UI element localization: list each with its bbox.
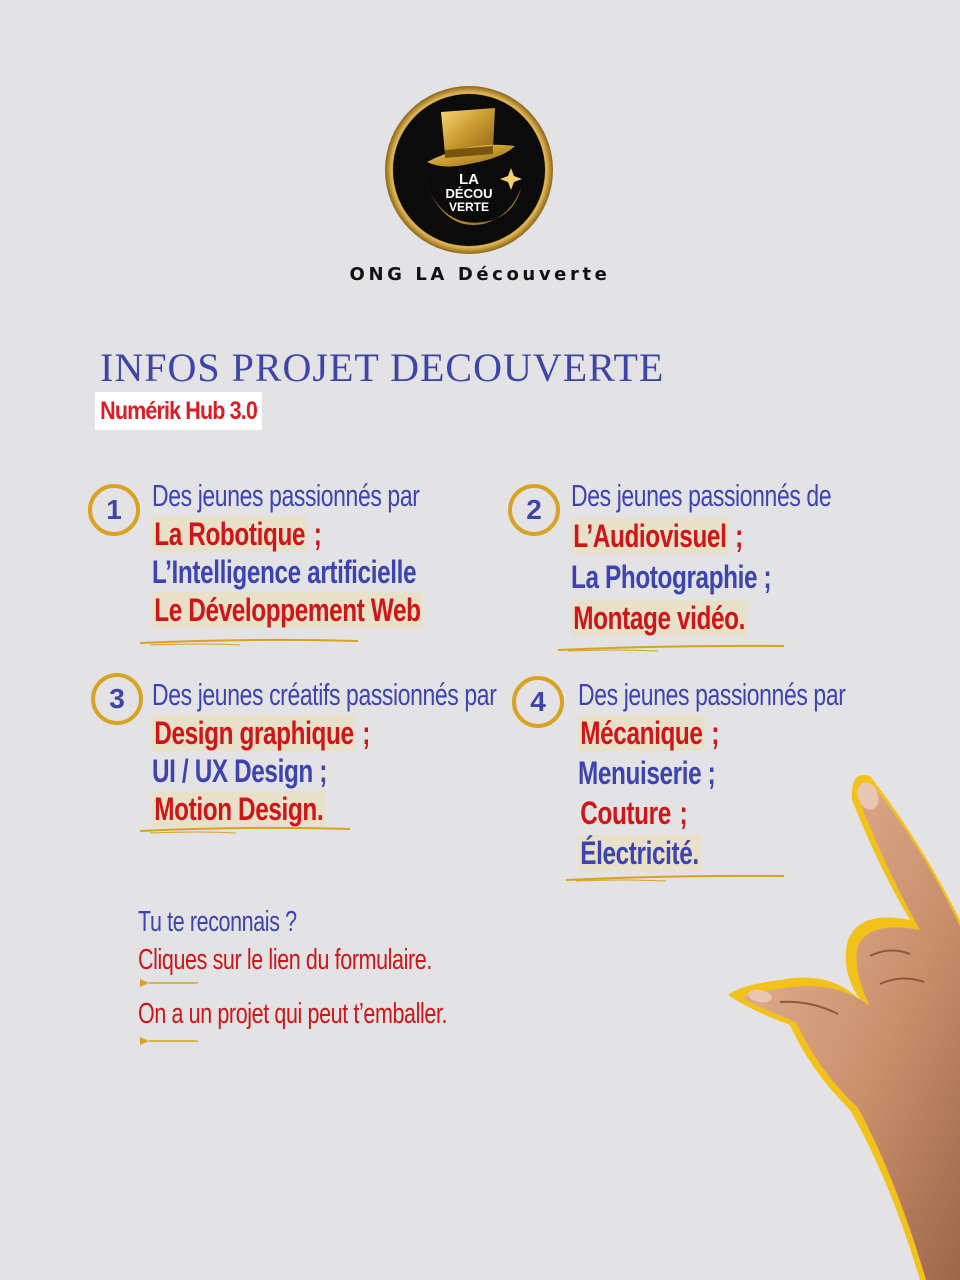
section-item <box>152 591 427 629</box>
section-underline-decoration <box>558 644 786 652</box>
item-label: La Robotique <box>152 516 307 552</box>
section-2 <box>571 477 923 637</box>
project-subtitle: Numérik Hub 3.0 <box>95 392 262 430</box>
section-number-badge: 2 <box>508 484 560 536</box>
cta-question: Tu te reconnais ? <box>138 906 297 938</box>
page-title: INFOS PROJET DECOUVERTE <box>100 345 665 390</box>
item-label: UI / UX Design <box>152 753 313 789</box>
item-label: Design graphique <box>152 715 356 751</box>
item-separator: ; <box>701 755 716 791</box>
item-label: Le Développement Web <box>152 592 423 628</box>
section-item <box>152 553 427 591</box>
section-item <box>578 714 853 752</box>
section-item <box>571 558 838 596</box>
item-separator: ; <box>757 559 772 595</box>
logo-text-line-1: LA <box>459 171 479 188</box>
section-1 <box>152 477 513 629</box>
section-number-badge: 1 <box>88 484 140 536</box>
arrow-decoration-icon <box>140 978 200 988</box>
section-item <box>571 517 838 555</box>
section-intro: Des jeunes passionnés de <box>571 478 832 513</box>
section-item <box>152 752 506 790</box>
pointing-hand-illustration <box>720 770 960 1280</box>
item-separator: ; <box>728 518 743 554</box>
item-label: Électricité. <box>578 835 701 871</box>
item-separator: ; <box>312 753 327 789</box>
item-label: Couture <box>580 795 671 831</box>
section-number-badge: 3 <box>91 673 143 725</box>
section-underline-decoration <box>140 638 360 646</box>
org-logo <box>383 84 555 256</box>
item-separator: ; <box>704 715 719 751</box>
section-item <box>152 714 506 752</box>
item-separator: ; <box>355 715 370 751</box>
logo-text-line-2: DÉCOU <box>445 186 493 201</box>
item-separator: ; <box>307 516 322 552</box>
section-intro: Des jeunes passionnés par <box>578 677 846 712</box>
item-label: Menuiserie <box>578 755 702 791</box>
arrow-decoration-icon <box>140 1036 200 1046</box>
section-item <box>571 599 838 637</box>
section-number-badge: 4 <box>512 676 564 728</box>
item-label: L’Audiovisuel <box>571 518 729 554</box>
cta-form-link-text[interactable]: Cliques sur le lien du formulaire. <box>138 944 432 976</box>
logo-text-line-3: VERTE <box>448 200 490 214</box>
section-intro: Des jeunes créatifs passionnés par <box>152 677 497 712</box>
item-label: Motion Design. <box>152 791 326 827</box>
top-hat-logo-icon <box>383 84 555 256</box>
cta-closing: On a un projet qui peut t’emballer. <box>138 998 448 1030</box>
section-underline-decoration <box>140 826 352 834</box>
item-label: L’Intelligence artificielle <box>152 554 417 590</box>
section-item <box>152 515 427 553</box>
organization-name: ONG LA Découverte <box>349 264 611 285</box>
item-label: Montage vidéo. <box>571 600 747 636</box>
item-separator: ; <box>673 795 688 831</box>
section-intro: Des jeunes passionnés par <box>152 478 420 513</box>
item-label: La Photographie <box>571 559 758 595</box>
item-label: Mécanique <box>578 715 705 751</box>
section-item <box>152 790 506 828</box>
